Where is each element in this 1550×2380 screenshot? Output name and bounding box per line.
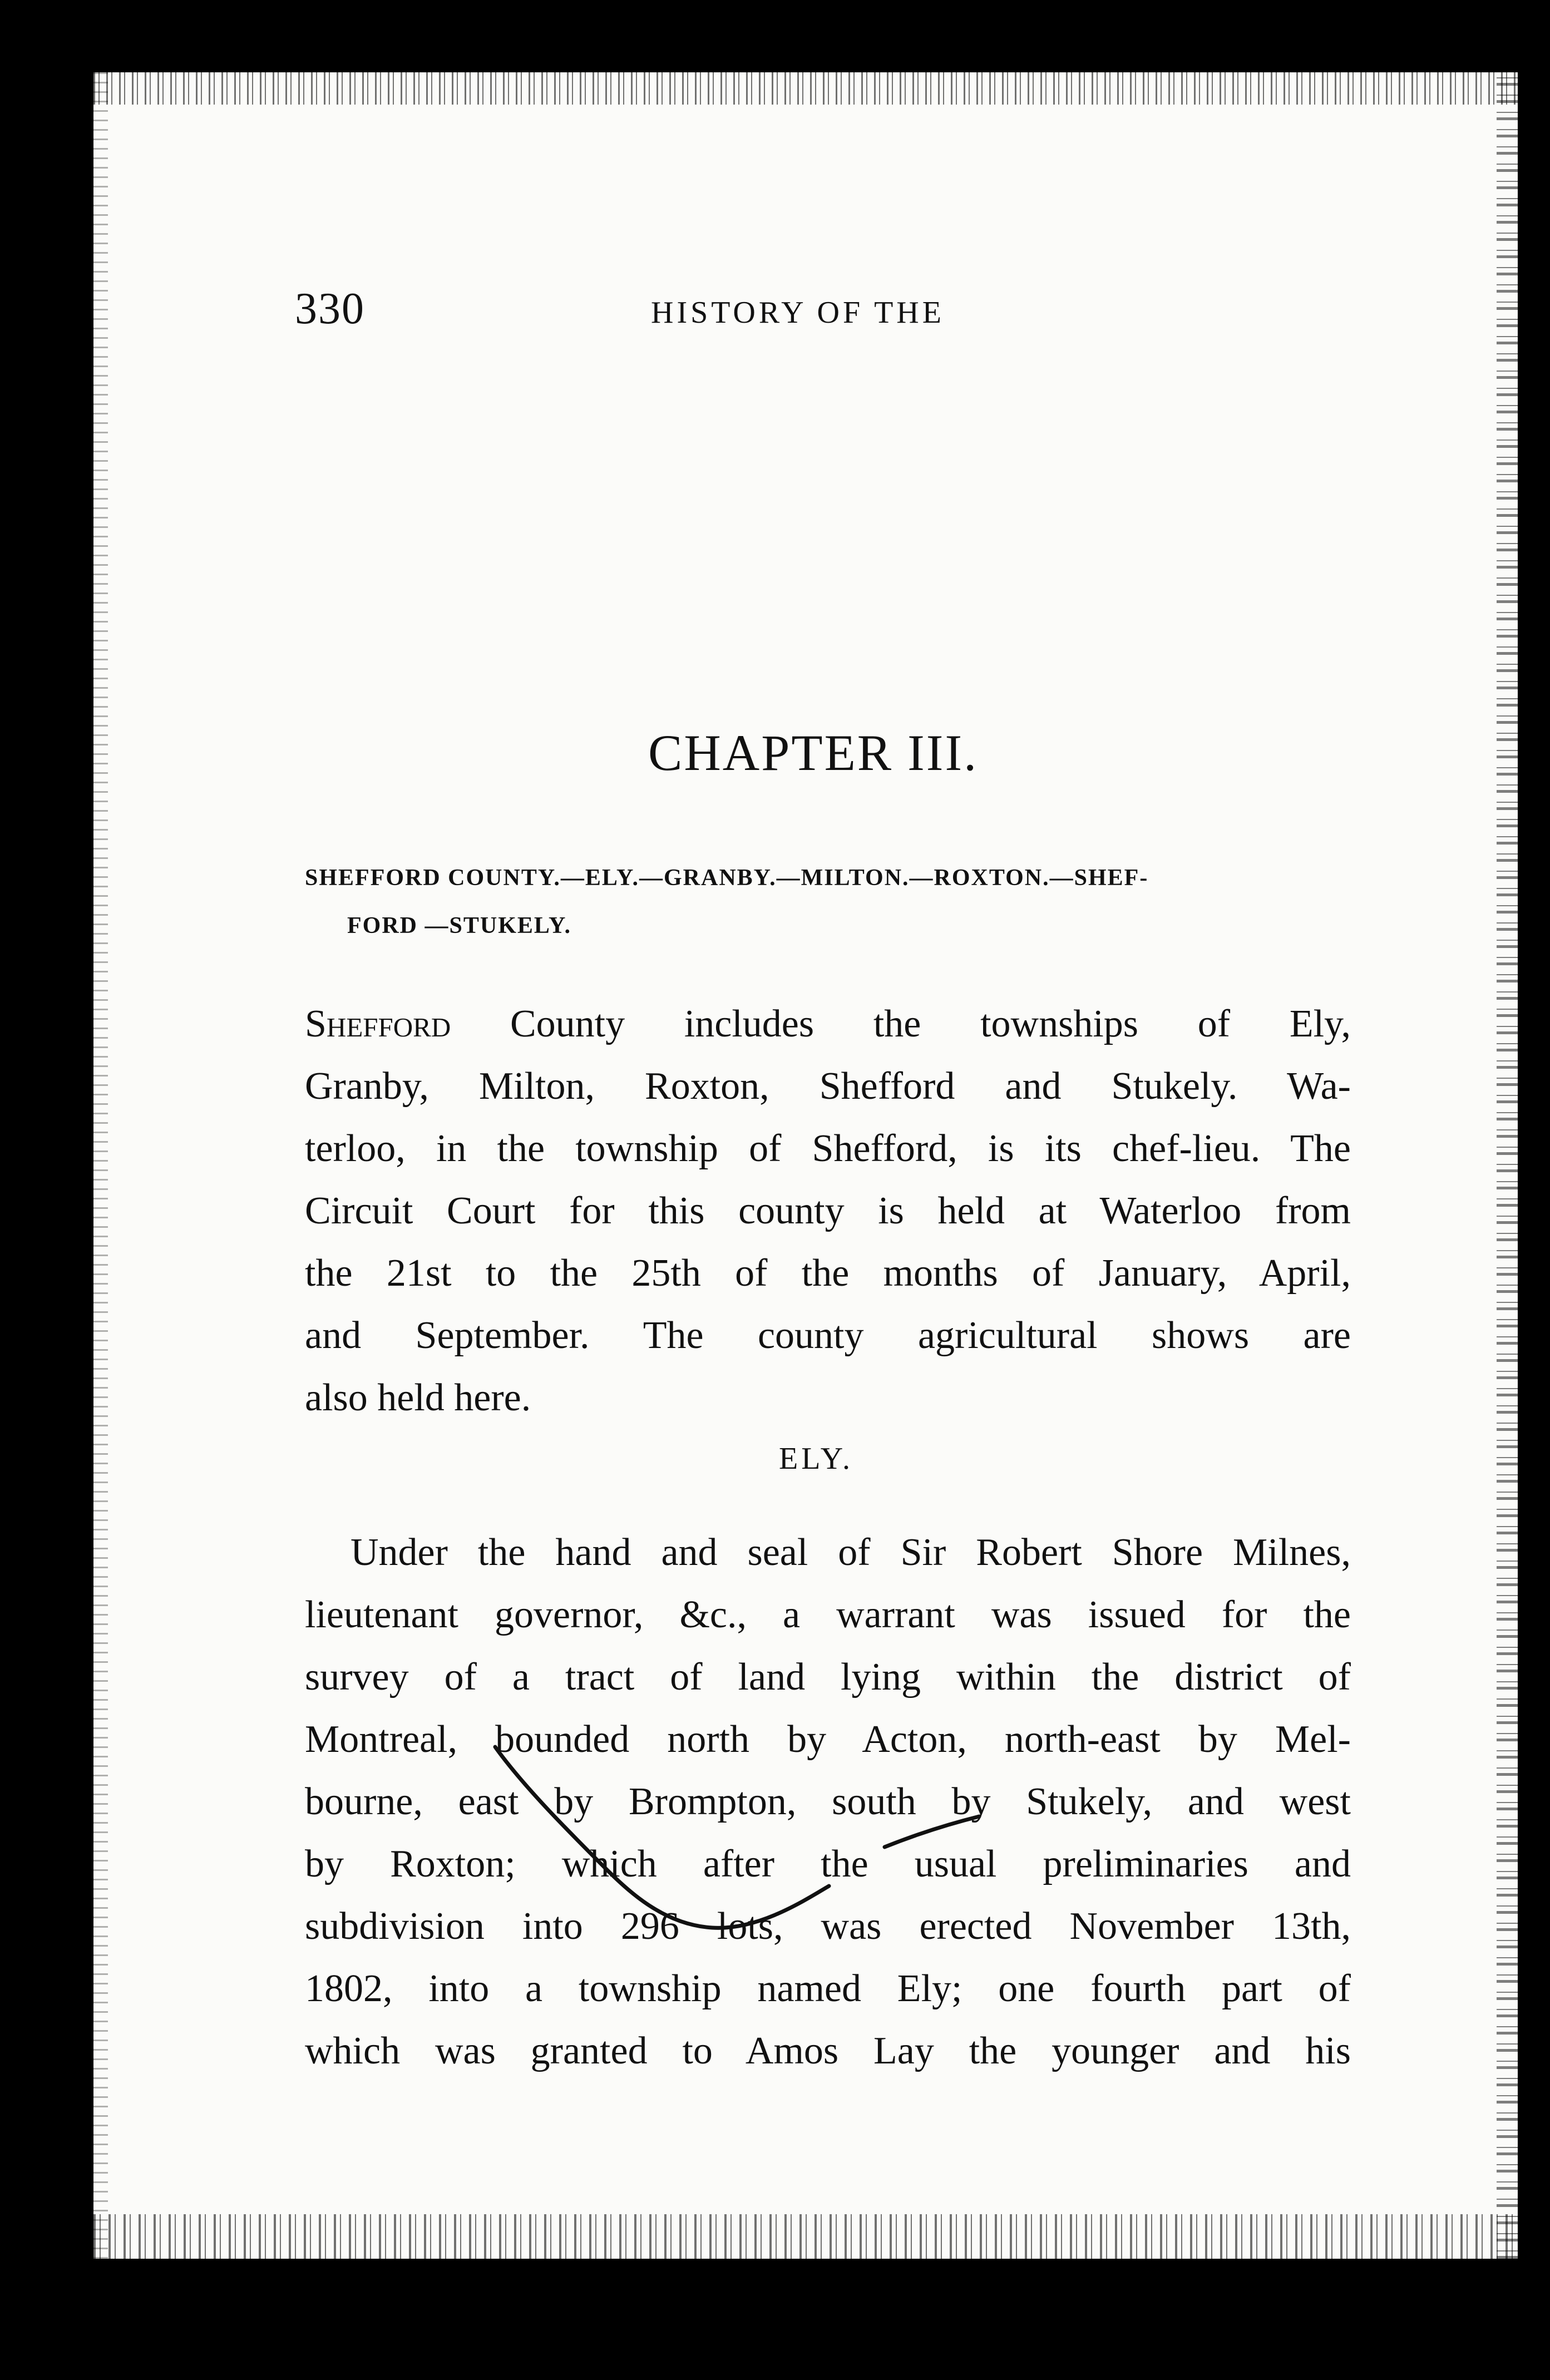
paragraph-line: Granby, Milton, Roxton, Shefford and Stukely. Wa-: [305, 1065, 1351, 1108]
paragraph-line: Under the hand and seal of Sir Robert Shore Milnes,: [351, 1531, 1351, 1574]
paragraph-line: lieutenant governor, &c., a warrant was issued for the: [305, 1593, 1351, 1636]
lead-word: Shefford: [305, 1003, 451, 1045]
paragraph-line: which was granted to Amos Lay the younger and his: [305, 2030, 1351, 2072]
running-title: HISTORY OF THE: [651, 295, 945, 330]
paragraph-line: by Roxton; which after the usual preliminaries and: [305, 1843, 1351, 1885]
paragraph-line: and September. The county agricultural shows are: [305, 1314, 1351, 1357]
section-paragraph: [305, 1522, 1351, 2082]
paragraph-line: [305, 993, 1351, 1055]
paragraph-line: 1802, into a township named Ely; one fourth part of: [305, 1967, 1351, 2010]
chapter-synopsis: [305, 854, 1356, 950]
paragraph-line: the 21st to the 25th of the months of January, April,: [305, 1252, 1351, 1295]
paragraph-line: subdivision into 296 lots, was erected November 13th,: [305, 1905, 1351, 1948]
page-number: 330: [295, 284, 365, 333]
intro-paragraph: [305, 993, 1351, 1429]
paragraph-line: survey of a tract of land lying within the district of: [305, 1656, 1351, 1698]
synopsis-line: SHEFFORD COUNTY.—ELY.—GRANBY.—MILTON.—ROXTON.—SHEF-: [305, 865, 1149, 891]
section-heading: ELY.: [779, 1441, 854, 1476]
synopsis-line: FORD —STUKELY.: [347, 913, 572, 939]
paragraph-line: also held here.: [305, 1376, 531, 1419]
line-text: County includes the townships of Ely,: [451, 1003, 1351, 1045]
paragraph-line: Montreal, bounded north by Acton, north-east by Mel-: [305, 1718, 1351, 1761]
chapter-title: CHAPTER III.: [648, 724, 979, 781]
paragraph-line: terloo, in the township of Shefford, is its chef-lieu. The: [305, 1127, 1351, 1170]
paragraph-line: Circuit Court for this county is held at Waterloo from: [305, 1189, 1351, 1232]
paragraph-line: bourne, east by Brompton, south by Stukely, and west: [305, 1780, 1351, 1823]
